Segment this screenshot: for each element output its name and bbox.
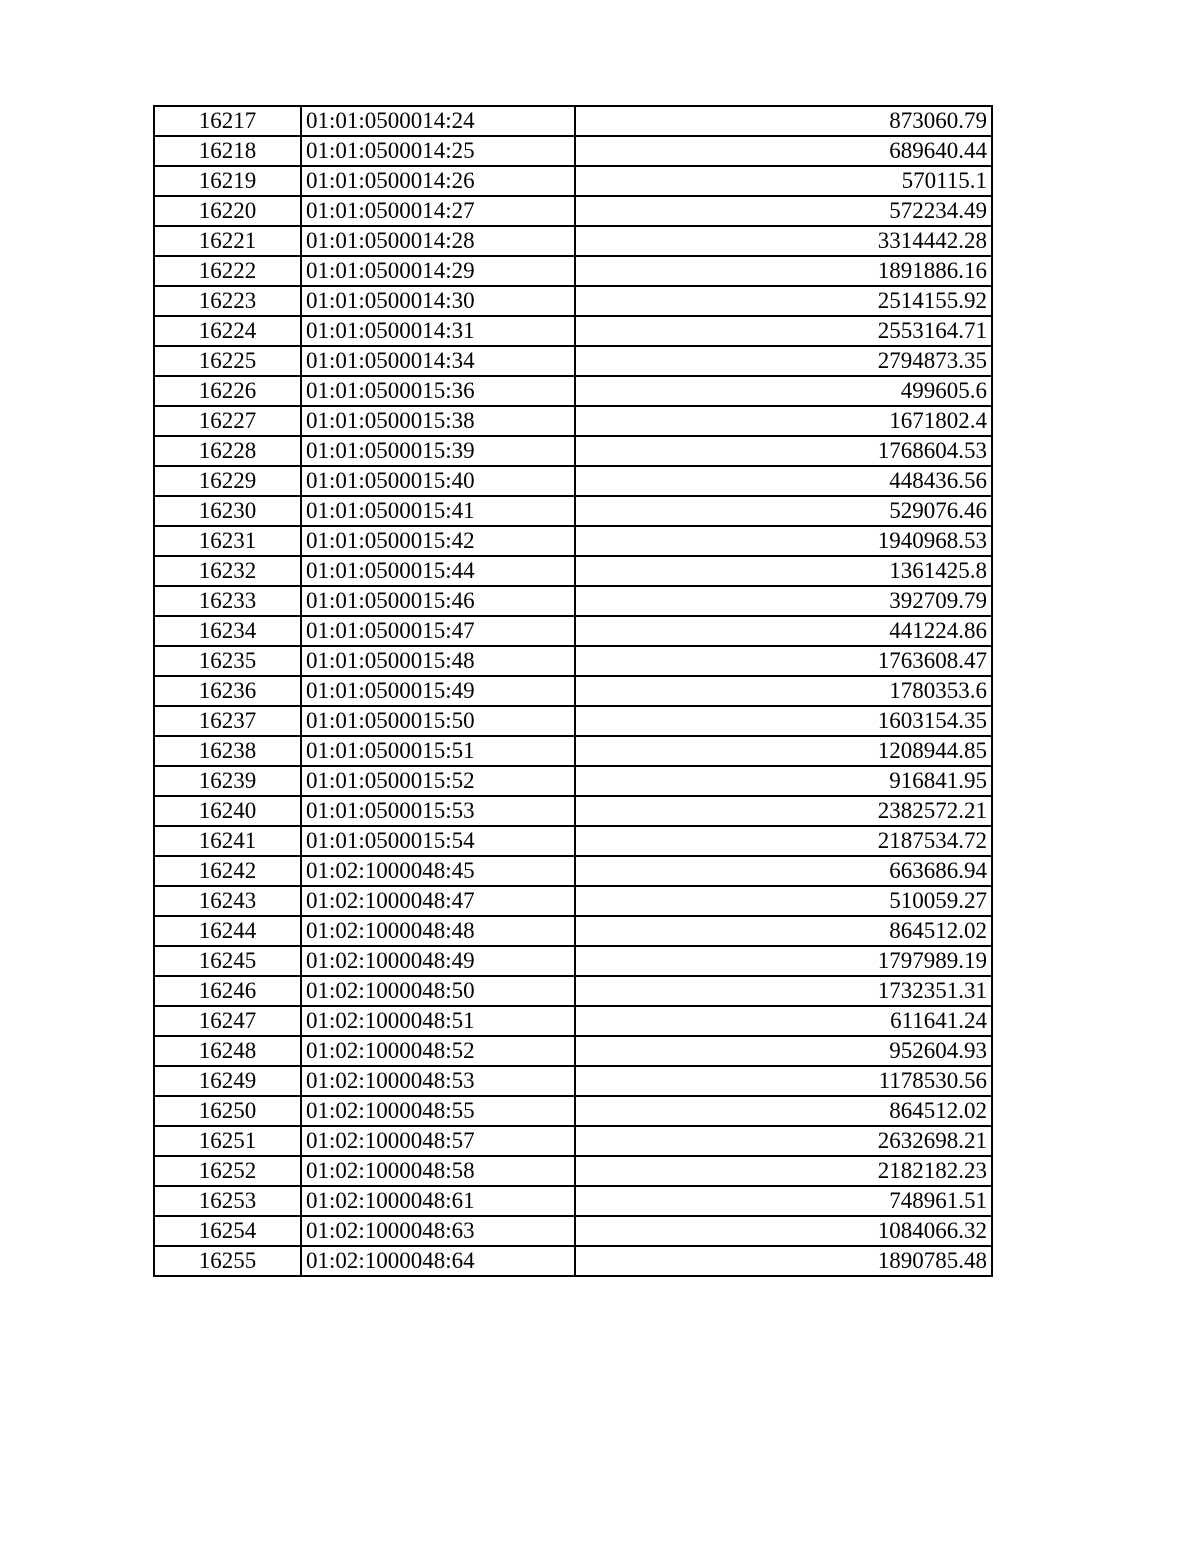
cadastral-code-cell: 01:02:1000048:64 xyxy=(301,1246,575,1276)
table-row xyxy=(154,1156,992,1186)
data-table xyxy=(153,105,993,1277)
value-cell: 1084066.32 xyxy=(575,1216,992,1246)
cadastral-code-cell: 01:01:0500014:24 xyxy=(301,106,575,136)
row-number-cell: 16242 xyxy=(154,856,301,886)
value-cell: 2182182.23 xyxy=(575,1156,992,1186)
cadastral-code-cell: 01:01:0500015:36 xyxy=(301,376,575,406)
value-cell: 1671802.4 xyxy=(575,406,992,436)
cadastral-code-cell: 01:02:1000048:50 xyxy=(301,976,575,1006)
cadastral-code-cell: 01:01:0500015:46 xyxy=(301,586,575,616)
row-number-cell: 16255 xyxy=(154,1246,301,1276)
value-cell: 1797989.19 xyxy=(575,946,992,976)
value-cell: 572234.49 xyxy=(575,196,992,226)
row-number-cell: 16222 xyxy=(154,256,301,286)
row-number-cell: 16236 xyxy=(154,676,301,706)
value-cell: 663686.94 xyxy=(575,856,992,886)
cadastral-code-cell: 01:02:1000048:57 xyxy=(301,1126,575,1156)
row-number-cell: 16218 xyxy=(154,136,301,166)
value-cell: 864512.02 xyxy=(575,1096,992,1126)
row-number-cell: 16247 xyxy=(154,1006,301,1036)
cadastral-code-cell: 01:02:1000048:52 xyxy=(301,1036,575,1066)
cadastral-code-cell: 01:02:1000048:48 xyxy=(301,916,575,946)
cadastral-code-cell: 01:01:0500015:51 xyxy=(301,736,575,766)
row-number-cell: 16233 xyxy=(154,586,301,616)
value-cell: 441224.86 xyxy=(575,616,992,646)
table-row xyxy=(154,856,992,886)
table-row xyxy=(154,466,992,496)
cadastral-code-cell: 01:02:1000048:51 xyxy=(301,1006,575,1036)
cadastral-code-cell: 01:01:0500014:31 xyxy=(301,316,575,346)
row-number-cell: 16238 xyxy=(154,736,301,766)
value-cell: 2514155.92 xyxy=(575,286,992,316)
table-row xyxy=(154,346,992,376)
table-row xyxy=(154,736,992,766)
value-cell: 1361425.8 xyxy=(575,556,992,586)
row-number-cell: 16220 xyxy=(154,196,301,226)
value-cell: 1768604.53 xyxy=(575,436,992,466)
value-cell: 2187534.72 xyxy=(575,826,992,856)
row-number-cell: 16250 xyxy=(154,1096,301,1126)
table-row xyxy=(154,226,992,256)
row-number-cell: 16235 xyxy=(154,646,301,676)
cadastral-code-cell: 01:01:0500014:34 xyxy=(301,346,575,376)
row-number-cell: 16229 xyxy=(154,466,301,496)
table-row xyxy=(154,256,992,286)
table-row xyxy=(154,886,992,916)
table-row xyxy=(154,496,992,526)
row-number-cell: 16243 xyxy=(154,886,301,916)
cadastral-code-cell: 01:01:0500015:53 xyxy=(301,796,575,826)
cadastral-code-cell: 01:02:1000048:58 xyxy=(301,1156,575,1186)
value-cell: 1732351.31 xyxy=(575,976,992,1006)
value-cell: 510059.27 xyxy=(575,886,992,916)
table-row xyxy=(154,796,992,826)
cadastral-code-cell: 01:01:0500014:27 xyxy=(301,196,575,226)
table-row xyxy=(154,436,992,466)
table-row xyxy=(154,376,992,406)
cadastral-code-cell: 01:01:0500015:50 xyxy=(301,706,575,736)
row-number-cell: 16249 xyxy=(154,1066,301,1096)
table-row xyxy=(154,166,992,196)
cadastral-code-cell: 01:01:0500015:44 xyxy=(301,556,575,586)
cadastral-code-cell: 01:01:0500015:47 xyxy=(301,616,575,646)
value-cell: 1890785.48 xyxy=(575,1246,992,1276)
value-cell: 864512.02 xyxy=(575,916,992,946)
row-number-cell: 16228 xyxy=(154,436,301,466)
cadastral-code-cell: 01:01:0500014:29 xyxy=(301,256,575,286)
value-cell: 748961.51 xyxy=(575,1186,992,1216)
value-cell: 689640.44 xyxy=(575,136,992,166)
row-number-cell: 16244 xyxy=(154,916,301,946)
value-cell: 1178530.56 xyxy=(575,1066,992,1096)
value-cell: 499605.6 xyxy=(575,376,992,406)
table-row xyxy=(154,646,992,676)
row-number-cell: 16219 xyxy=(154,166,301,196)
value-cell: 3314442.28 xyxy=(575,226,992,256)
cadastral-code-cell: 01:01:0500015:54 xyxy=(301,826,575,856)
table-row xyxy=(154,616,992,646)
cadastral-code-cell: 01:01:0500014:28 xyxy=(301,226,575,256)
cadastral-code-cell: 01:01:0500015:48 xyxy=(301,646,575,676)
table-row xyxy=(154,1216,992,1246)
row-number-cell: 16246 xyxy=(154,976,301,1006)
table-row xyxy=(154,1186,992,1216)
table-row xyxy=(154,316,992,346)
row-number-cell: 16223 xyxy=(154,286,301,316)
table-row xyxy=(154,196,992,226)
cadastral-code-cell: 01:01:0500014:30 xyxy=(301,286,575,316)
value-cell: 1940968.53 xyxy=(575,526,992,556)
table-row xyxy=(154,1006,992,1036)
row-number-cell: 16252 xyxy=(154,1156,301,1186)
row-number-cell: 16237 xyxy=(154,706,301,736)
value-cell: 2794873.35 xyxy=(575,346,992,376)
row-number-cell: 16251 xyxy=(154,1126,301,1156)
table-row xyxy=(154,106,992,136)
cadastral-code-cell: 01:02:1000048:49 xyxy=(301,946,575,976)
cadastral-code-cell: 01:01:0500015:52 xyxy=(301,766,575,796)
table-row xyxy=(154,526,992,556)
row-number-cell: 16226 xyxy=(154,376,301,406)
table-row xyxy=(154,706,992,736)
table-row xyxy=(154,1066,992,1096)
cadastral-code-cell: 01:01:0500015:40 xyxy=(301,466,575,496)
value-cell: 1891886.16 xyxy=(575,256,992,286)
row-number-cell: 16217 xyxy=(154,106,301,136)
row-number-cell: 16254 xyxy=(154,1216,301,1246)
cadastral-code-cell: 01:02:1000048:53 xyxy=(301,1066,575,1096)
row-number-cell: 16221 xyxy=(154,226,301,256)
table-row xyxy=(154,556,992,586)
row-number-cell: 16231 xyxy=(154,526,301,556)
row-number-cell: 16239 xyxy=(154,766,301,796)
table-row xyxy=(154,826,992,856)
value-cell: 570115.1 xyxy=(575,166,992,196)
table-row xyxy=(154,676,992,706)
value-cell: 448436.56 xyxy=(575,466,992,496)
cadastral-code-cell: 01:02:1000048:47 xyxy=(301,886,575,916)
table-row xyxy=(154,1246,992,1276)
table-row xyxy=(154,406,992,436)
table-row xyxy=(154,136,992,166)
value-cell: 952604.93 xyxy=(575,1036,992,1066)
value-cell: 1763608.47 xyxy=(575,646,992,676)
table-row xyxy=(154,766,992,796)
cadastral-code-cell: 01:02:1000048:63 xyxy=(301,1216,575,1246)
table-row xyxy=(154,976,992,1006)
row-number-cell: 16234 xyxy=(154,616,301,646)
table-row xyxy=(154,946,992,976)
row-number-cell: 16227 xyxy=(154,406,301,436)
row-number-cell: 16245 xyxy=(154,946,301,976)
table-row xyxy=(154,1036,992,1066)
cadastral-code-cell: 01:01:0500015:39 xyxy=(301,436,575,466)
cadastral-code-cell: 01:01:0500014:26 xyxy=(301,166,575,196)
value-cell: 916841.95 xyxy=(575,766,992,796)
table-body xyxy=(154,106,992,1276)
cadastral-code-cell: 01:01:0500014:25 xyxy=(301,136,575,166)
row-number-cell: 16230 xyxy=(154,496,301,526)
row-number-cell: 16240 xyxy=(154,796,301,826)
value-cell: 873060.79 xyxy=(575,106,992,136)
row-number-cell: 16253 xyxy=(154,1186,301,1216)
table-row xyxy=(154,286,992,316)
cadastral-code-cell: 01:01:0500015:49 xyxy=(301,676,575,706)
value-cell: 1603154.35 xyxy=(575,706,992,736)
value-cell: 2553164.71 xyxy=(575,316,992,346)
table-row xyxy=(154,586,992,616)
cadastral-code-cell: 01:02:1000048:55 xyxy=(301,1096,575,1126)
cadastral-code-cell: 01:01:0500015:42 xyxy=(301,526,575,556)
row-number-cell: 16224 xyxy=(154,316,301,346)
value-cell: 2382572.21 xyxy=(575,796,992,826)
row-number-cell: 16248 xyxy=(154,1036,301,1066)
value-cell: 529076.46 xyxy=(575,496,992,526)
cadastral-code-cell: 01:01:0500015:41 xyxy=(301,496,575,526)
row-number-cell: 16225 xyxy=(154,346,301,376)
row-number-cell: 16241 xyxy=(154,826,301,856)
value-cell: 1208944.85 xyxy=(575,736,992,766)
table-row xyxy=(154,1126,992,1156)
value-cell: 1780353.6 xyxy=(575,676,992,706)
cadastral-code-cell: 01:02:1000048:45 xyxy=(301,856,575,886)
row-number-cell: 16232 xyxy=(154,556,301,586)
value-cell: 392709.79 xyxy=(575,586,992,616)
cadastral-code-cell: 01:01:0500015:38 xyxy=(301,406,575,436)
value-cell: 611641.24 xyxy=(575,1006,992,1036)
value-cell: 2632698.21 xyxy=(575,1126,992,1156)
cadastral-code-cell: 01:02:1000048:61 xyxy=(301,1186,575,1216)
table-row xyxy=(154,916,992,946)
table-row xyxy=(154,1096,992,1126)
